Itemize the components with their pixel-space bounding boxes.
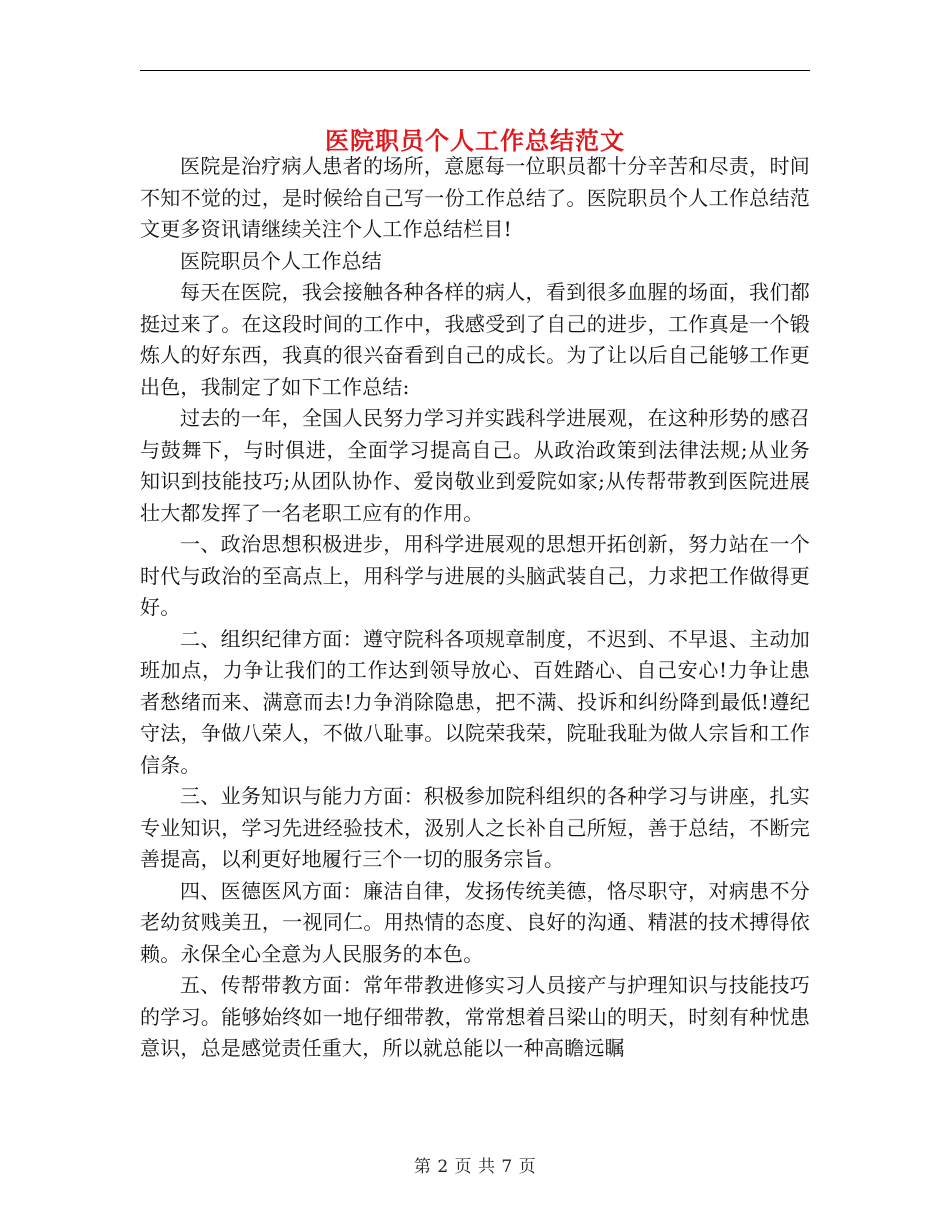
page-number-footer: 第 2 页 共 7 页 [413, 1157, 537, 1177]
paragraph-mentoring: 五、传帮带教方面：常年带教进修实习人员接产与护理知识与技能技巧的学习。能够始终如一地仔细带教，常常想着吕梁山的明天，时刻有种忧患意识，总是感觉责任重大，所以就总能以一种高瞻远瞩 [140, 973, 810, 1060]
document-title: 医院职员个人工作总结范文 [325, 126, 625, 156]
paragraph-knowledge: 三、业务知识与能力方面：积极参加院科组织的各种学习与讲座，扎实专业知识，学习先进经验技术，汲别人之长补自己所短，善于总结，不断完善提高，以利更好地履行三个一切的服务宗旨。 [140, 784, 810, 871]
paragraph-intro: 医院是治疗病人患者的场所，意愿每一位职员都十分辛苦和尽责，时间不知不觉的过，是时候给自己写一份工作总结了。医院职员个人工作总结范文更多资讯请继续关注个人工作总结栏目! [140, 154, 810, 241]
paragraph-subtitle: 医院职员个人工作总结 [180, 248, 382, 273]
paragraph-past-year: 过去的一年，全国人民努力学习并实践科学进展观，在这种形势的感召与鼓舞下，与时俱进，全面学习提高自己。从政治政策到法律法规;从业务知识到技能技巧;从团队协作、爱岗敬业到爱院如家;从传帮带教到医院进展壮大都发挥了一名老职工应有的作用。 [140, 406, 810, 525]
paragraph-discipline: 二、组织纪律方面：遵守院科各项规章制度，不迟到、不早退、主动加班加点，力争让我们的工作达到领导放心、百姓踏心、自己安心!力争让患者愁绪而来、满意而去!力争消除隐患，把不满、投诉和纠纷降到最低!遵纪守法，争做八荣人，不做八耻事。以院荣我荣，院耻我耻为做人宗旨和工作信条。 [140, 626, 810, 777]
document-body [140, 151, 810, 1065]
header-rule [140, 70, 810, 71]
paragraph-politics: 一、政治思想积极进步，用科学进展观的思想开拓创新，努力站在一个时代与政治的至高点上，用科学与进展的头脑武装自己，力求把工作做得更好。 [140, 532, 810, 619]
paragraph-daily-work: 每天在医院，我会接触各种各样的病人，看到很多血腥的场面，我们都挺过来了。在这段时间的工作中，我感受到了自己的进步，工作真是一个锻炼人的好东西，我真的很兴奋看到自己的成长。为了让以后自己能够工作更出色，我制定了如下工作总结: [140, 280, 810, 399]
paragraph-ethics: 四、医德医风方面：廉洁自律，发扬传统美德，恪尽职守，对病患不分老幼贫贱美丑，一视同仁。用热情的态度、良好的沟通、精湛的技术搏得依赖。永保全心全意为人民服务的本色。 [140, 878, 810, 966]
